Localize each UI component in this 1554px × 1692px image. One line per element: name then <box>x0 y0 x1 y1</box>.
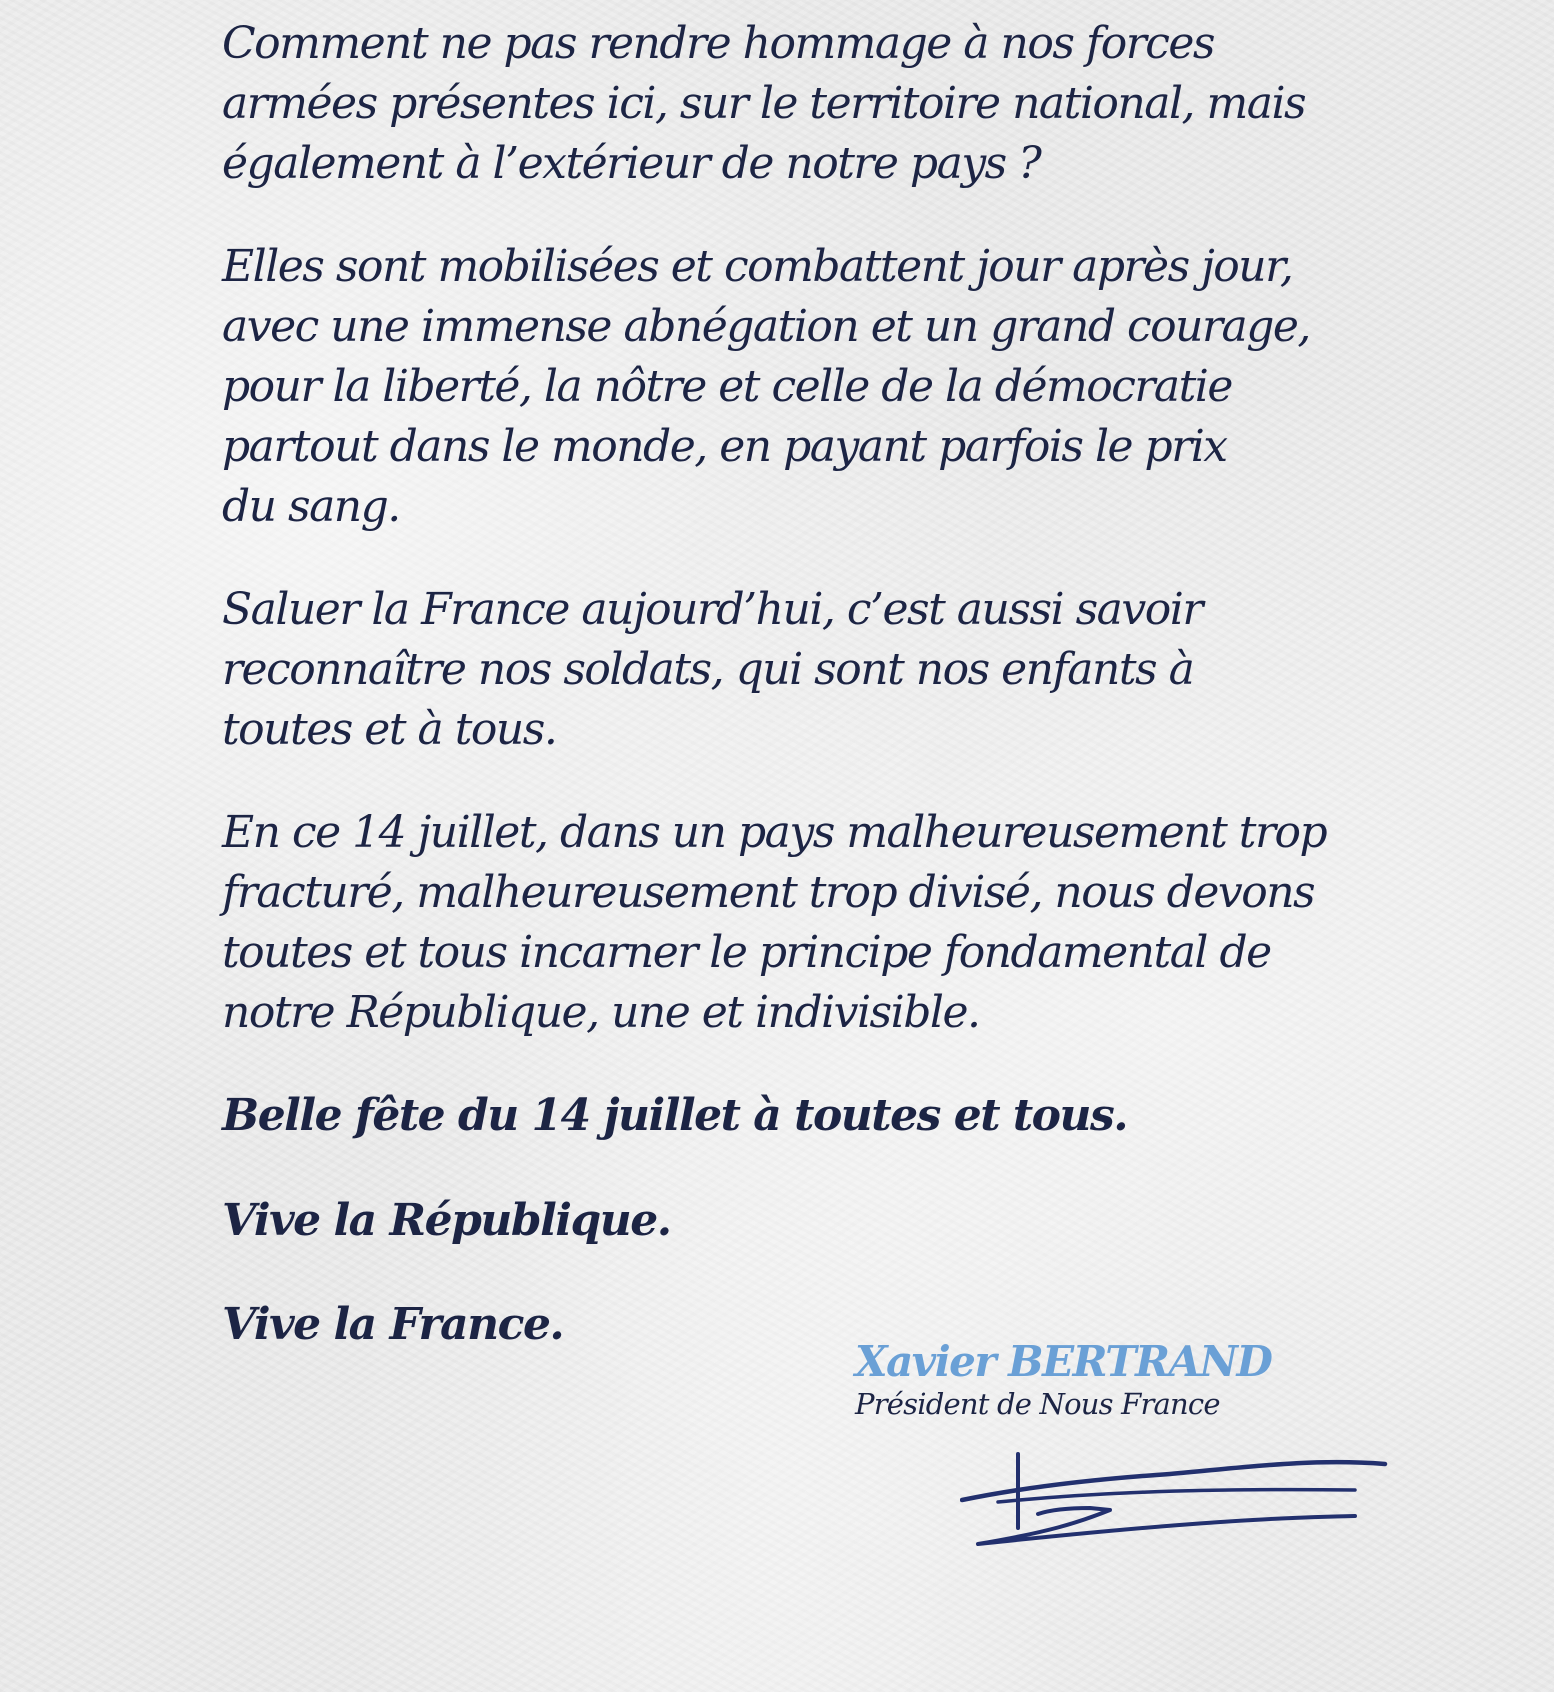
paragraph-unity <box>222 803 1352 1043</box>
text-line: avec une immense abnégation et un grand courage, <box>222 301 1310 352</box>
text-line: Comment ne pas rendre hommage à nos forces <box>222 18 1214 69</box>
signature-block <box>855 1338 1271 1422</box>
text-line: notre République, une et indivisible. <box>222 987 980 1038</box>
text-line: fracturé, malheureusement trop divisé, nous devons <box>222 867 1315 918</box>
closing-vive-republique: Vive la République. <box>222 1195 671 1246</box>
signatory-title: Président de Nous France <box>855 1387 1220 1421</box>
text-line: du sang. <box>222 481 400 532</box>
text-line: Saluer la France aujourd’hui, c’est aussi savoir <box>222 584 1202 635</box>
closing-vive-france: Vive la France. <box>222 1299 564 1350</box>
letter-body <box>222 14 1352 1355</box>
text-line: partout dans le monde, en payant parfois le prix <box>222 421 1227 472</box>
text-line: toutes et à tous. <box>222 704 557 755</box>
paragraph-tribute <box>222 14 1352 194</box>
text-line: toutes et tous incarner le principe fondamental de <box>222 927 1271 978</box>
signatory-name: Xavier BERTRAND <box>855 1337 1272 1386</box>
closing-greeting: Belle fête du 14 juillet à toutes et tous. <box>222 1090 1128 1141</box>
handwritten-signature <box>960 1452 1400 1562</box>
paragraph-mobilised <box>222 237 1352 537</box>
text-line: également à l’extérieur de notre pays ? <box>222 138 1041 189</box>
text-line: Elles sont mobilisées et combattent jour après jour, <box>222 241 1293 292</box>
text-line: armées présentes ici, sur le territoire national, mais <box>222 78 1306 129</box>
paragraph-salute <box>222 580 1352 760</box>
text-line: pour la liberté, la nôtre et celle de la démocratie <box>222 361 1232 412</box>
text-line: En ce 14 juillet, dans un pays malheureusement trop <box>222 807 1327 858</box>
text-line: reconnaître nos soldats, qui sont nos enfants à <box>222 644 1194 695</box>
